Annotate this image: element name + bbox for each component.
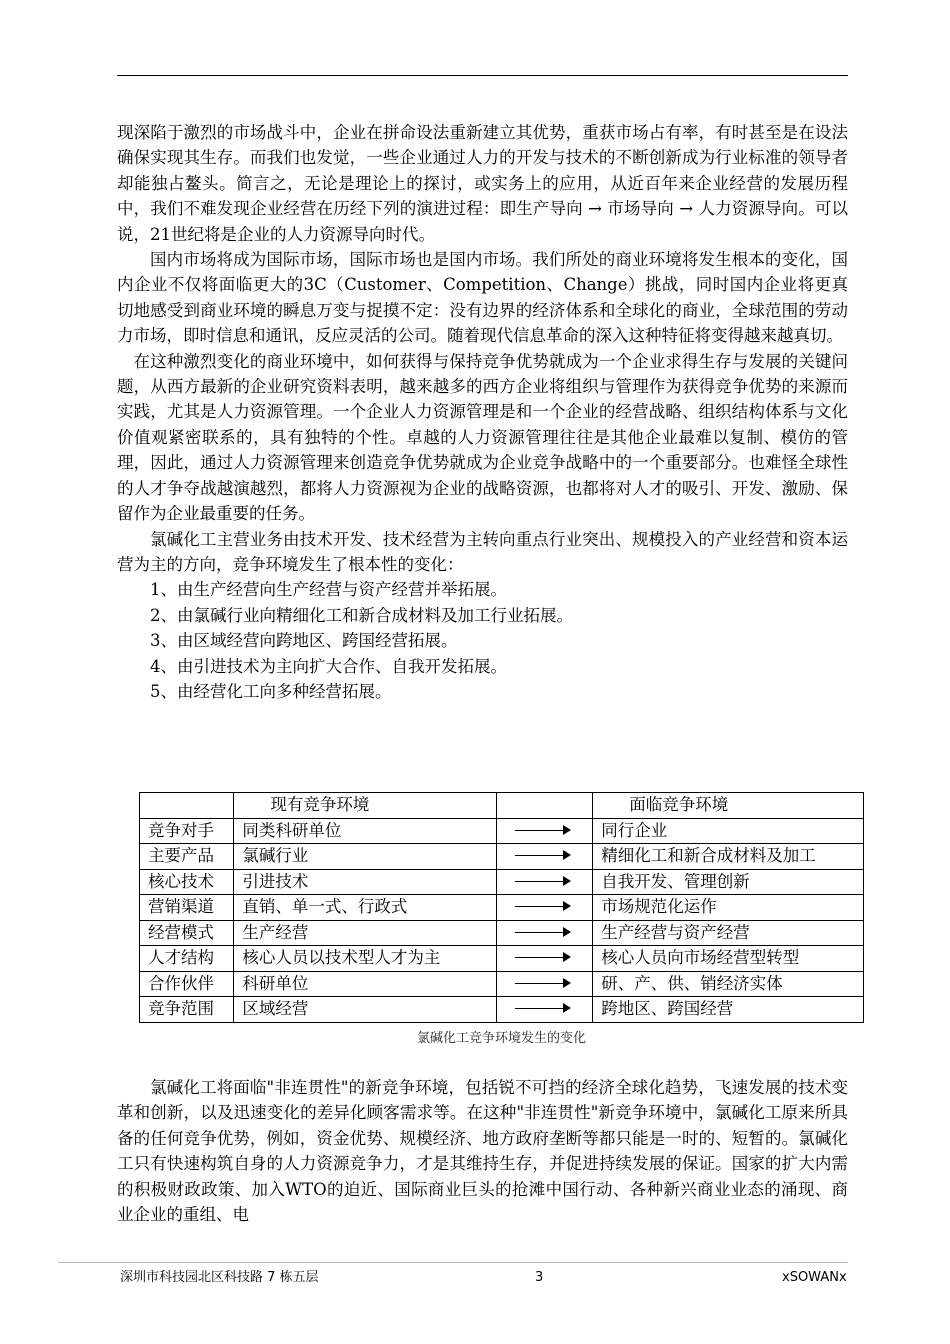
row-current: 直销、单一式、行政式 [234,895,496,921]
row-label: 主要产品 [140,844,234,870]
table-caption: 氯碱化工竞争环境发生的变化 [416,1031,586,1046]
list-item: 4、由引进技术为主向扩大合作、自我开发拓展。 [150,656,507,676]
page-number: 3 [535,1270,544,1285]
right-arrow-icon [496,895,593,921]
list-item: 3、由区域经营向跨地区、跨国经营拓展。 [150,631,458,651]
table-row [140,869,864,895]
body-text [117,120,848,704]
row-future: 跨地区、跨国经营 [593,997,864,1023]
header-empty [140,793,234,819]
row-label: 合作伙伴 [140,971,234,997]
right-arrow-icon [496,818,593,844]
table-row [140,844,864,870]
row-label: 竞争对手 [140,818,234,844]
paragraph-4: 氯碱化工主营业务由技术开发、技术经营为主转向重点行业突出、规模投入的产业经营和资本运营为主的方向，竞争环境发生了根本性的变化： [117,529,848,574]
table-header-row [140,793,864,819]
list-item: 2、由氯碱行业向精细化工和新合成材料及加工行业拓展。 [150,605,573,625]
row-current: 核心人员以技术型人才为主 [234,946,496,972]
right-arrow-icon [496,844,593,870]
change-list [117,577,848,704]
right-arrow-icon [496,946,593,972]
row-current: 生产经营 [234,920,496,946]
row-current: 同类科研单位 [234,818,496,844]
row-label: 竞争范围 [140,997,234,1023]
row-current: 氯碱行业 [234,844,496,870]
paragraph-3: 在这种激烈变化的商业环境中，如何获得与保持竞争优势就成为一个企业求得生存与发展的关键问题，从西方最新的企业研究资料表明，越来越多的西方企业将组织与管理作为获得竞争优势的来源而实践，尤其是人力资源管理。一个企业人力资源管理是和一个企业的经营战略、组织结构体系与文化价值观紧密联系的，具有独特的个性。卓越的人力资源管理往往是其他企业最难以复制、模仿的管理，因此，通过人力资源管理来创造竞争优势就成为企业竞争战略中的一个重要部分。也难怪全球性的人才争夺战越演越烈，都将人力资源视为企业的战略资源，也都将对人才的吸引、开发、激励、保留作为企业最重要的任务。 [117,351,848,524]
row-future: 研、产、供、销经济实体 [593,971,864,997]
right-arrow-icon [496,869,593,895]
right-arrow-icon [496,971,593,997]
row-label: 营销渠道 [140,895,234,921]
table-row [140,997,864,1023]
row-future: 生产经营与资产经营 [593,920,864,946]
footer-rule [58,1262,848,1263]
paragraph-2: 国内市场将成为国际市场，国际市场也是国内市场。我们所处的商业环境将发生根本的变化，国内企业不仅将面临更大的3C（Customer、Competition、Change）挑战，同时国内企业将更真切地感受到商业环境的瞬息万变与捉摸不定：没有边界的经济体系和全球化的商业，全球范围的劳动力市场，即时信息和通讯，反应灵活的公司。随着现代信息革命的深入这种特征将变得越来越真切。 [117,250,848,346]
header-current: 现有竞争环境 [234,793,496,819]
table-row [140,946,864,972]
table-row [140,895,864,921]
row-current: 区域经营 [234,997,496,1023]
row-label: 人才结构 [140,946,234,972]
list-item: 1、由生产经营向生产经营与资产经营并举拓展。 [150,580,507,600]
footer-brand: xSOWANx [782,1270,847,1285]
row-future: 自我开发、管理创新 [593,869,864,895]
row-current: 科研单位 [234,971,496,997]
row-label: 经营模式 [140,920,234,946]
table-row [140,971,864,997]
row-future: 同行企业 [593,818,864,844]
row-current: 引进技术 [234,869,496,895]
header-future: 面临竞争环境 [593,793,864,819]
row-future: 市场规范化运作 [593,895,864,921]
paragraph-1: 现深陷于激烈的市场战斗中，企业在拼命设法重新建立其优势，重获市场占有率，有时甚至是在设法确保实现其生存。而我们也发觉，一些企业通过人力的开发与技术的不断创新成为行业标准的领导者却能独占鳌头。简言之，无论是理论上的探讨，或实务上的应用，从近百年来企业经营的发展历程中，我们不难发现企业经营在历经下列的演进过程：即生产导向 → 市场导向 → 人力资源导向。可以说，21世纪将是企业的人力资源导向时代。 [117,123,848,244]
paragraph-5: 氯碱化工将面临"非连贯性"的新竞争环境，包括锐不可挡的经济全球化趋势，飞速发展的技术变革和创新，以及迅速变化的差异化顾客需求等。在这种"非连贯性"新竞争环境中，氯碱化工原来所具备的任何竞争优势，例如，资金优势、规模经济、地方政府垄断等都只能是一时的、短暂的。氯碱化工只有快速构筑自身的人力资源竞争力，才是其维持生存，并促进持续发展的保证。国家的扩大内需的积极财政政策、加入WTO的迫近、国际商业巨头的抢滩中国行动、各种新兴商业业态的涌现、商业企业的重组、电 [117,1078,848,1225]
table-row [140,818,864,844]
right-arrow-icon [496,997,593,1023]
row-future: 核心人员向市场经营型转型 [593,946,864,972]
table-row [140,920,864,946]
list-item: 5、由经营化工向多种经营拓展。 [150,681,392,701]
footer-address: 深圳市科技园北区科技路 7 栋五层 [120,1270,319,1285]
row-label: 核心技术 [140,869,234,895]
environment-table [139,792,864,1023]
header-arrow [496,793,593,819]
header-rule [117,75,848,76]
right-arrow-icon [496,920,593,946]
body-text-continued [117,1075,848,1227]
row-future: 精细化工和新合成材料及加工 [593,844,864,870]
